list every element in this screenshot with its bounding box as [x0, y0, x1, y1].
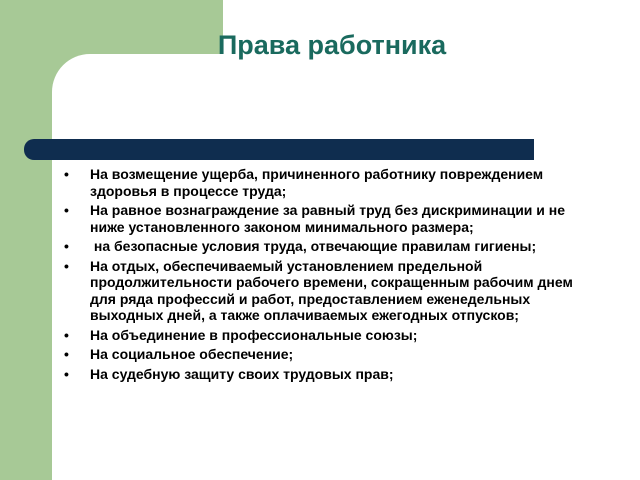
list-item — [62, 202, 582, 235]
list-item-text: На судебную защиту своих трудовых прав; — [90, 365, 394, 382]
list-item-text: На равное вознаграждение за равный труд без дискриминации и не ниже установленного законом минимального размера; — [90, 202, 566, 235]
bullet-icon: • — [64, 257, 69, 274]
bullet-icon: • — [64, 166, 69, 182]
bullet-icon: • — [64, 346, 69, 362]
list-item-text: На отдых, обеспечиваемый установлением предельной продолжительности рабочего времени, сокращенным рабочим днем для ряда профессий и работ, предоставлением еженедельных выходных дней, а также оплачиваемых ежегодных отпусков; — [90, 257, 573, 323]
list-item-text: На объединение в профессиональные союзы; — [90, 326, 418, 343]
list-item — [62, 166, 582, 199]
list-item — [62, 346, 582, 363]
list-item — [62, 366, 582, 383]
bullet-icon: • — [64, 365, 69, 382]
bullet-icon: • — [64, 238, 69, 254]
list-item-text: На возмещение ущерба, причиненного работнику повреждением здоровья в процессе труда; — [90, 166, 544, 199]
bullet-icon: • — [64, 202, 69, 218]
list-item — [62, 327, 582, 344]
list-item-text: на безопасные условия труда, отвечающие правилам гигиены; — [90, 238, 537, 254]
decorative-divider-bar — [24, 139, 534, 160]
bullet-icon: • — [64, 326, 69, 343]
list-item-text: На социальное обеспечение; — [90, 346, 294, 362]
list-item — [62, 258, 582, 324]
list-item — [62, 238, 582, 255]
slide-title: Права работника — [217, 30, 447, 60]
rights-list — [62, 166, 582, 385]
